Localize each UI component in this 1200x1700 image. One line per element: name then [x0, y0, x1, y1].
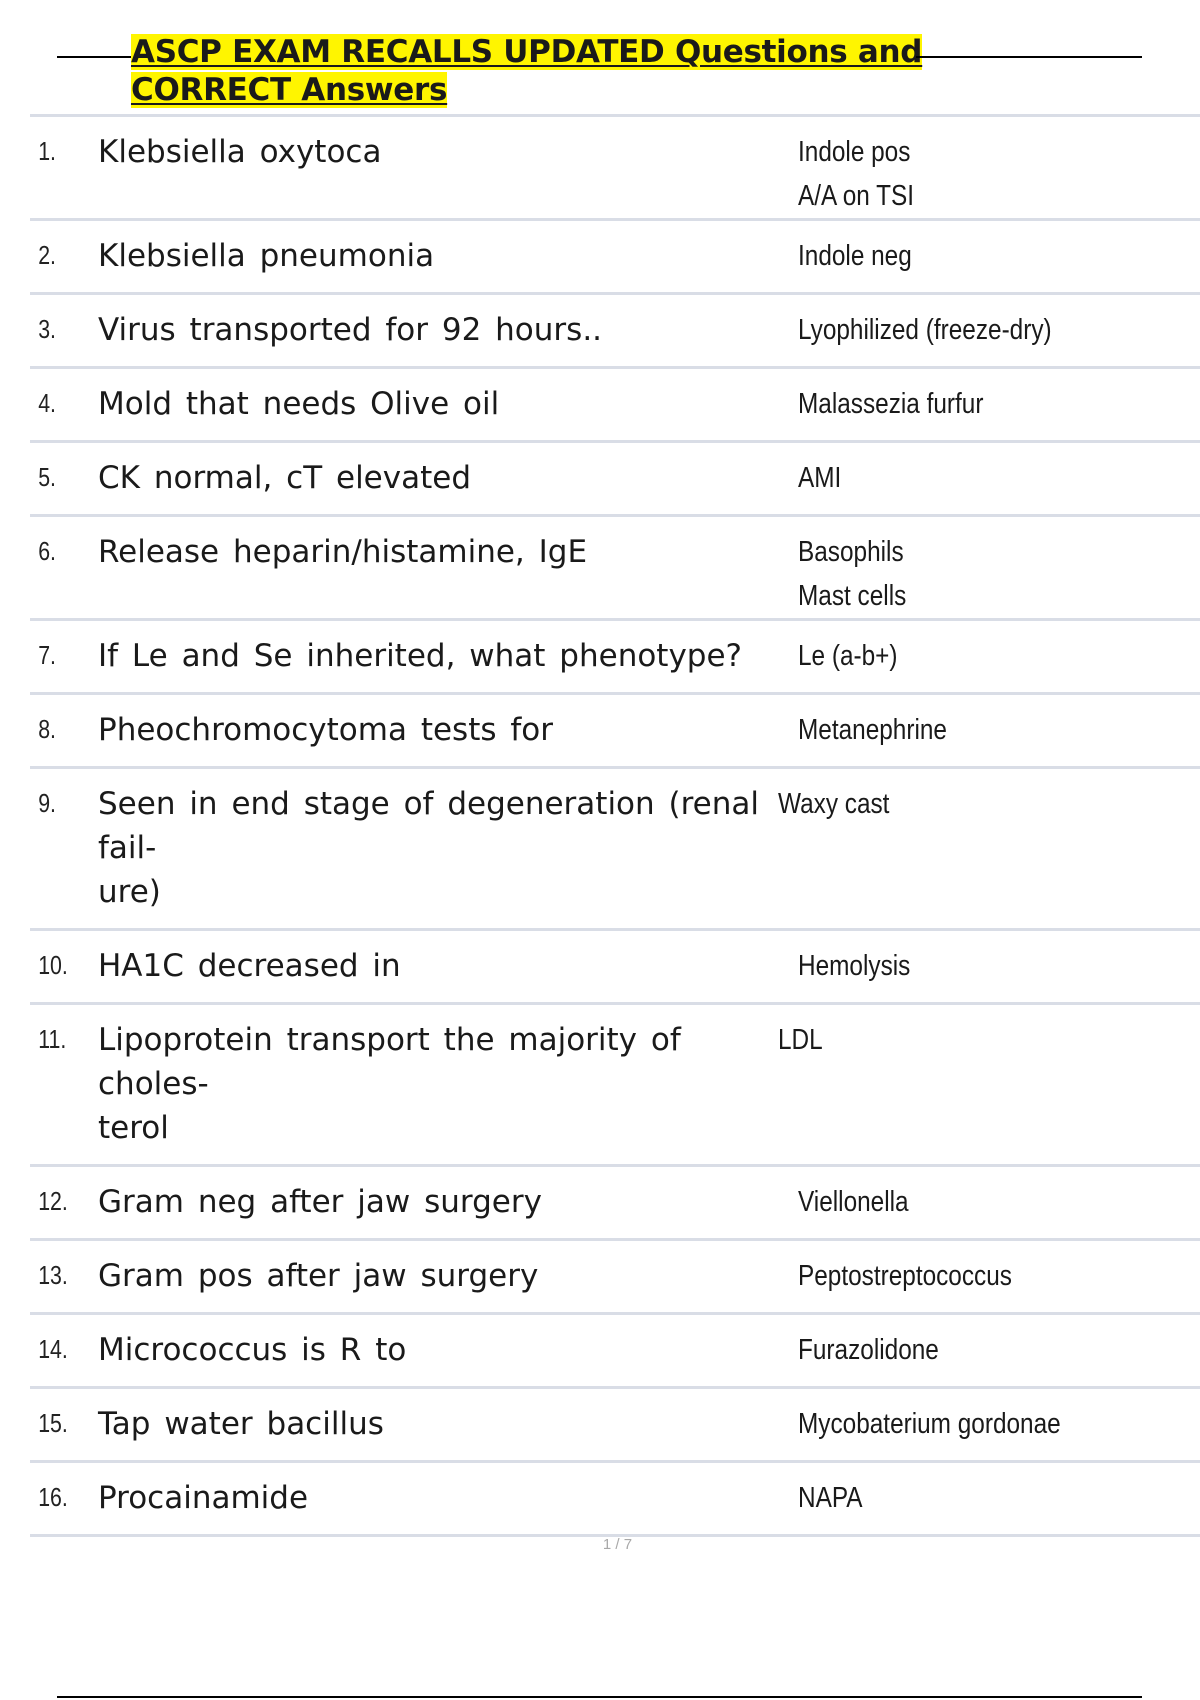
item-number: 4. — [38, 388, 56, 418]
answer-text: Waxy cast — [778, 788, 890, 820]
answer-cell — [778, 1389, 1200, 1460]
answer-cell — [778, 695, 1200, 766]
item-number: 5. — [38, 462, 56, 492]
question-text: Mold that needs Olive oil — [98, 386, 500, 422]
answer-text: Viellonella — [798, 1186, 909, 1218]
answer-cell — [778, 1167, 1200, 1238]
header-rule-right — [916, 56, 1142, 58]
question-text: Procainamide — [98, 1480, 309, 1516]
qa-row — [30, 369, 1200, 443]
answer-text: Hemolysis — [798, 950, 911, 982]
answer-cell — [778, 295, 1200, 366]
answer-text: Malassezia furfur — [798, 388, 984, 420]
item-number: 7. — [38, 640, 56, 670]
qa-row — [30, 931, 1200, 1005]
item-number: 9. — [38, 788, 56, 818]
qa-row — [30, 117, 1200, 221]
question-text: If Le and Se inherited, what phenotype? — [98, 638, 743, 674]
item-number: 8. — [38, 714, 56, 744]
answer-text: Mast cells — [798, 580, 907, 612]
answer-cell — [778, 221, 1200, 292]
question-text: Virus transported for 92 hours.. — [98, 312, 603, 348]
question-text: Micrococcus is R to — [98, 1332, 407, 1368]
answer-cell — [778, 1463, 1200, 1534]
question-text: Klebsiella pneumonia — [98, 238, 435, 274]
qa-row — [30, 621, 1200, 695]
answer-cell — [778, 1241, 1200, 1312]
qa-row — [30, 295, 1200, 369]
question-text: Tap water bacillus — [98, 1406, 384, 1442]
qa-row — [30, 221, 1200, 295]
question-text: CK normal, cT elevated — [98, 460, 471, 496]
answer-text: Indole pos — [798, 136, 911, 168]
answer-cell — [778, 517, 1200, 618]
answer-cell — [778, 369, 1200, 440]
answer-text: LDL — [778, 1024, 823, 1056]
question-text: Pheochromocytoma tests for — [98, 712, 553, 748]
answer-cell — [778, 769, 1200, 928]
answer-cell — [778, 1315, 1200, 1386]
question-text: Gram pos after jaw surgery — [98, 1258, 539, 1294]
header-rule-left — [57, 56, 131, 58]
answer-text: Furazolidone — [798, 1334, 939, 1366]
item-number: 10. — [38, 950, 68, 980]
item-number: 11. — [38, 1024, 67, 1054]
item-number: 1. — [38, 136, 56, 166]
item-number: 12. — [38, 1186, 68, 1216]
item-number: 15. — [38, 1408, 68, 1438]
answer-cell — [778, 443, 1200, 514]
answer-cell — [778, 117, 1200, 218]
item-number: 2. — [38, 240, 56, 270]
question-text: Klebsiella oxytoca — [98, 134, 382, 170]
title-line-1: ASCP EXAM RECALLS UPDATED Questions and — [131, 34, 923, 70]
qa-row — [30, 769, 1200, 931]
answer-text: Peptostreptococcus — [798, 1260, 1012, 1292]
answer-text: NAPA — [798, 1482, 863, 1514]
question-text: Lipoprotein transport the majority of choles- terol — [98, 1022, 681, 1146]
answer-text: Le (a-b+) — [798, 640, 898, 672]
answer-text: A/A on TSI — [798, 180, 915, 212]
answer-text: Basophils — [798, 536, 904, 568]
page-number: 1 / 7 — [602, 1536, 633, 1553]
qa-row — [30, 443, 1200, 517]
document-title — [131, 33, 931, 109]
qa-row — [30, 1241, 1200, 1315]
qa-row — [30, 1315, 1200, 1389]
question-text: Gram neg after jaw surgery — [98, 1184, 542, 1220]
answer-text: AMI — [798, 462, 842, 494]
answer-cell — [778, 931, 1200, 1002]
question-text: Release heparin/histamine, IgE — [98, 534, 588, 570]
qa-row — [30, 1389, 1200, 1463]
qa-row — [30, 1463, 1200, 1537]
item-number: 13. — [38, 1260, 68, 1290]
item-number: 16. — [38, 1482, 68, 1512]
footer-rule — [57, 1696, 1142, 1698]
item-number: 6. — [38, 536, 56, 566]
qa-list — [30, 114, 1200, 1537]
answer-text: Metanephrine — [798, 714, 947, 746]
title-line-2: CORRECT Answers — [131, 72, 448, 108]
item-number: 14. — [38, 1334, 68, 1364]
answer-cell — [778, 621, 1200, 692]
answer-text: Mycobaterium gordonae — [798, 1408, 1061, 1440]
answer-text: Lyophilized (freeze-dry) — [798, 314, 1052, 346]
qa-row — [30, 695, 1200, 769]
answer-cell — [778, 1005, 1200, 1164]
answer-text: Indole neg — [798, 240, 912, 272]
qa-row — [30, 1167, 1200, 1241]
item-number: 3. — [38, 314, 56, 344]
document-header — [0, 0, 1200, 115]
question-text: HA1C decreased in — [98, 948, 401, 984]
qa-row — [30, 1005, 1200, 1167]
qa-row — [30, 517, 1200, 621]
question-text: Seen in end stage of degeneration (renal fail- ure) — [98, 786, 760, 910]
